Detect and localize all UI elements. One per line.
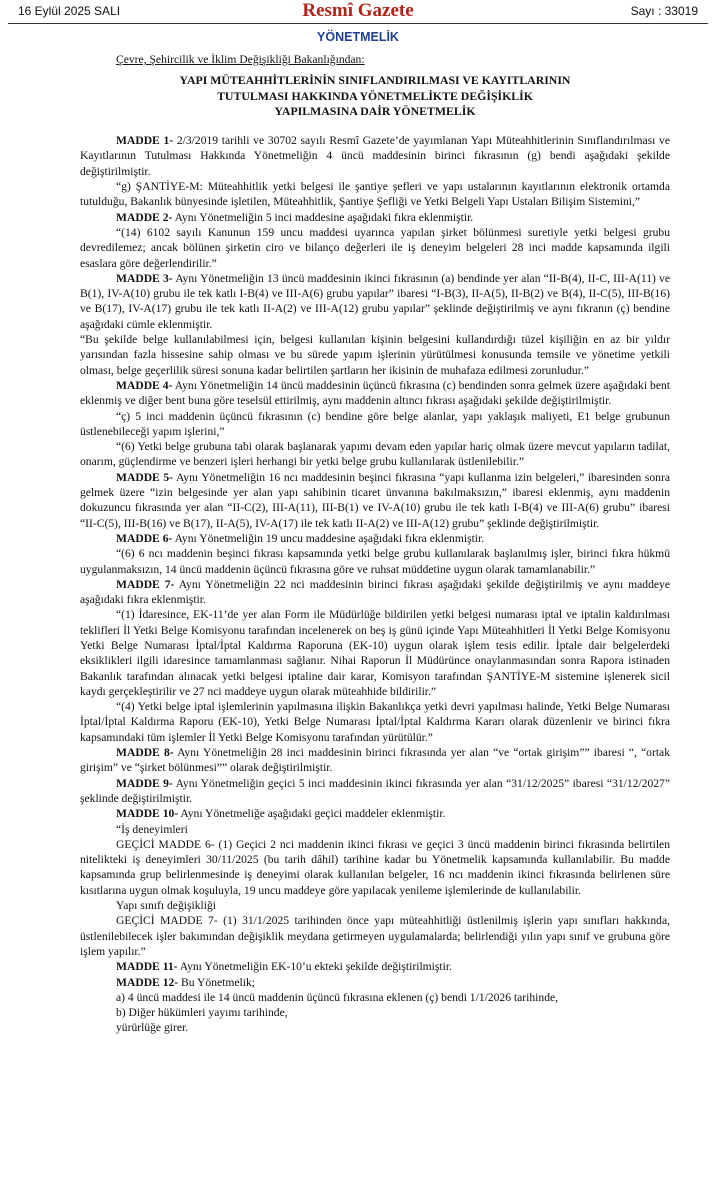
paragraph-text — [80, 699, 670, 745]
article-text: Aynı Yönetmeliğin 16 ncı maddesinin beşinci fıkrasına “yapı kullanma izin belgeleri,” ibaresinden sonra gelmek üzere “izin belgesinde yer alan yapı sahibinin ticaret ünvanına bakılmaksızın,” ibaresi eklenmiş, aynı maddenin dokuzuncu fıkrasında yer alan “II-C(2), III-A(11), III-B(1) ve IV-A(10) grubu ile tek katlı I-B(4) ve III-A(6) grubu” ibaresi “II-C(5), III-B(16) ve B(17), II-A(5), IV-A(17) ile tek katlı II-A(2) ve III-A(12) grubu” şeklinde değiştirilmiştir. — [80, 470, 670, 530]
article-text: b) Diğer hükümleri yayımı tarihinde, — [116, 1006, 288, 1020]
article-paragraph — [80, 378, 670, 409]
article-text: “İş deneyimleri — [116, 822, 188, 836]
section-label: YÖNETMELİK — [317, 30, 399, 44]
article-paragraph — [80, 271, 670, 332]
ministry-name: Çevre, Şehircilik ve İklim Değişikliği Bakanlığından: — [116, 53, 365, 66]
paragraph-text — [80, 546, 670, 577]
article-number: MADDE 6- — [116, 531, 173, 545]
article-paragraph — [80, 470, 670, 531]
paragraph-text — [80, 822, 670, 837]
article-number: MADDE 7- — [116, 577, 175, 591]
issue-date: 16 Eylül 2025 SALI — [18, 4, 121, 18]
paragraph-text — [80, 179, 670, 210]
article-text: Aynı Yönetmeliğin 5 inci maddesine aşağıdaki fıkra eklenmiştir. — [172, 210, 474, 224]
article-text: “(4) Yetki belge iptal işlemlerinin yapılmasına ilişkin Bakanlıkça yetki devri yapılması halinde, Yetki Belge Numarası İptal/İptal Kaldırma Raporu (EK-10), Yetki Belge Numarası İptal/İptal Kaldırma Kararı olarak düzenlenir ve birinci fıkra kapsamındaki tüm işlemler İl Yetki Belge Komisyonu tarafından yürütülür.” — [80, 700, 670, 744]
article-paragraph — [80, 577, 670, 608]
paragraph-text — [80, 439, 670, 470]
article-text: “(6) Yetki belge grubuna tabi olarak başlanarak yapımı devam eden yapılar hariç olmak üzere mevcut yapıların tadilat, onarım, güçlendirme ve benzeri işleri herhangi bir yetki belge grubu kullanılarak üstlenilebilir.” — [80, 440, 670, 469]
paragraph-text — [80, 332, 670, 378]
article-text: yürürlüğe girer. — [116, 1021, 189, 1035]
paragraph-text — [80, 990, 670, 1005]
article-list — [80, 133, 670, 1036]
article-text: Aynı Yönetmeliğin 22 nci maddesinin birinci fıkrası aşağıdaki şekilde değiştirilmiş ve aynı maddeye aşağıdaki fıkra eklenmiştir. — [80, 577, 670, 607]
paragraph-text — [80, 1005, 670, 1020]
article-text: Yapı sınıfı değişikliği — [116, 899, 216, 913]
article-number: MADDE 5- — [116, 470, 174, 484]
title-line: TUTULMASI HAKKINDA YÖNETMELİKTE DEĞİŞİKLİK — [217, 88, 533, 103]
gazette-header — [0, 0, 716, 22]
paragraph-text — [80, 607, 670, 699]
article-text: GEÇİCİ MADDE 7- (1) 31/1/2025 tarihinden önce yapı müteahhitliği üstlenilmiş işlerin yapı sınıfları hakkında, üstlenilebilecek işler bakımından değişiklik meydana getirmeyen uygulamalarda; belirlendiği yılın yapı sınıf ve grubuna göre işlem yapılır.” — [80, 914, 670, 958]
article-number: MADDE 10- — [116, 807, 179, 821]
article-text: GEÇİCİ MADDE 6- (1) Geçici 2 nci maddenin ikinci fıkrası ve geçici 3 üncü maddenin birinci fıkrasında belirtilen nitelikteki iş deneyimleri 30/11/2025 (bu tarih dâhil) tarihine kadar bu Yönetmelik kapsamında kullanılabilir. Bu madde kapsamında grup belirlenmesinde iş deneyimi olarak kullanılan belgeler, 16 ncı maddenin ikinci fıkrasında belirlenen süre kısıtlarına uygun olmak koşuluyla, 19 uncu maddeye göre yapılacak yenileme işlemlerinde de kullanılabilir. — [80, 837, 670, 897]
article-paragraph — [80, 776, 670, 807]
article-number: MADDE 9- — [116, 776, 173, 790]
paragraph-text — [80, 913, 670, 959]
article-text: Aynı Yönetmeliğin 28 inci maddesinin birinci fıkrasında yer alan “ve “ortak girişim”” ibaresi “, “ortak girişim” ve “şirket bölünmesi”” olarak değiştirilmiştir. — [80, 746, 670, 775]
article-text: Bu Yönetmelik; — [178, 975, 256, 989]
paragraph-text — [80, 898, 670, 913]
article-text: Aynı Yönetmeliğin 14 üncü maddesinin üçüncü fıkrasına (c) bendinden sonra gelmek üzere aşağıdaki bent eklenmiş ve diğer bent buna göre teselsül ettirilmiş, aynı maddenin altıncı fıkrası aşağıdaki şekilde değiştirilmiştir. — [80, 378, 670, 408]
article-paragraph — [80, 975, 670, 990]
header-divider — [8, 23, 708, 24]
gazette-title: Resmî Gazete — [302, 0, 414, 21]
article-number: MADDE 1- — [116, 134, 174, 148]
paragraph-text — [80, 225, 670, 271]
article-text: Aynı Yönetmeliğin geçici 5 inci maddesinin ikinci fıkrasında yer alan “31/12/2025” ibaresi “31/12/2027” şeklinde değiştirilmiştir. — [80, 776, 670, 805]
article-text: Aynı Yönetmeliğin EK-10’u ekteki şekilde değiştirilmiştir. — [177, 960, 452, 974]
article-paragraph — [80, 210, 670, 225]
paragraph-text — [80, 1020, 670, 1035]
article-paragraph — [80, 806, 670, 821]
article-number: MADDE 8- — [116, 746, 174, 760]
issue-number: Sayı : 33019 — [630, 4, 698, 18]
paragraph-text — [80, 409, 670, 440]
article-text: “(14) 6102 sayılı Kanunun 159 uncu maddesi uyarınca yapılan şirket bölünmesi suretiyle yetki belgesi grubu devredilemez; ancak bölünen şirketin ciro ve bilanço değerleri ile iş deneyim belgeleri 28 inci madde kapsamında ilgili esaslara göre değerlendirilir.” — [80, 225, 670, 270]
article-text: a) 4 üncü maddesi ile 14 üncü maddenin üçüncü fıkrasına eklenen (ç) bendi 1/1/2026 tarihinde, — [116, 990, 559, 1004]
paragraph-text — [80, 837, 670, 898]
article-paragraph — [80, 745, 670, 776]
article-paragraph — [80, 959, 670, 974]
article-number: MADDE 3- — [116, 271, 173, 285]
article-number: MADDE 12- — [116, 975, 179, 989]
article-text: 2/3/2019 tarihli ve 30702 sayılı Resmî Gazete’de yayımlanan Yapı Müteahhitlerinin Sınıflandırılması ve Kayıtlarının Tutulması Hakkında Yönetmeliğin 4 üncü maddesinin birinci fıkrasının (g) bendi aşağıdaki şekilde değiştirilmiştir. — [80, 134, 670, 178]
article-paragraph — [80, 531, 670, 546]
title-line: YAPILMASINA DAİR YÖNETMELİK — [274, 103, 476, 118]
article-number: MADDE 4- — [116, 378, 173, 392]
article-number: MADDE 2- — [116, 210, 173, 224]
article-text: “Bu şekilde belge kullanılabilmesi için, belgesi kullanılan kişinin belgesini kullandırdığı tüzel kişiliğin en az bir yıldır yarısından fazla hissesine sahip olması ve bu sürede yapım işlerinin yürütülmesi konusunda temsile ve yönetime yetkili olması, belge geçerlilik süresi sonuna kadar belirtilen şartların her ikisinin de muhafaza edilmesi zorunludur.” — [80, 333, 670, 377]
article-text: “ç) 5 inci maddenin üçüncü fıkrasının (c) bendine göre belge alanlar, yapı yaklaşık maliyeti, E1 belge grubunun üstlenebileceği yapım işlerini,” — [80, 409, 670, 438]
document-body — [80, 52, 670, 1036]
article-text: “(6) 6 ncı maddenin beşinci fıkrası kapsamında yetki belge grubu kullanılarak başlanılmış işler, birinci fıkra hükmü uygulanmaksızın, 14 üncü maddenin üçüncü fıkrasına göre ve ruhsat müddetine uygun olarak tamamlanabilir.” — [80, 547, 670, 576]
article-paragraph — [80, 133, 670, 179]
article-text: Aynı Yönetmeliğin 13 üncü maddesinin ikinci fıkrasının (a) bendinde yer alan “II-B(4), II-C, III-A(11) ve B(1), IV-A(10) grubu ile tek katlı I-B(4) ve III-A(6) grubu yapılar” ibaresi “I-B(3), II-A(5), II-B(2) ve B(4), II-C(5), III-B(16) ve B(17), IV-A(17) grubu ile tek katlı II-A(2) ve III-A(12) grubu yapılar” şeklinde değiştirilmiş ve aynı fıkranın (ç) bendine aşağıdaki cümle eklenmiştir. — [80, 271, 670, 331]
article-text: Aynı Yönetmeliğin 19 uncu maddesine aşağıdaki fıkra eklenmiştir. — [172, 531, 485, 545]
article-text: Aynı Yönetmeliğe aşağıdaki geçici maddeler eklenmiştir. — [178, 807, 446, 821]
article-text: “(1) İdaresince, EK-11’de yer alan Form ile Müdürlüğe bildirilen yetki belgesi numarası iptal ve iptalin kaldırılması teklifleri İl Yetki Belge Komisyonu tarafından incelenerek on beş iş günü içinde Yapı Müteahhitleri İl Yetki Belge Komisyonu Yetki Belge Numarası İptal/İptal Kaldırma Raporuna (EK-10) uygun olarak işlem tesis edilir. İptale dair belgelerdeki eksiklikleri ilgili idaresince tamamlanması sağlanır. Nihai Raporun İl Müdürünce onaylanmasından sonra Rapora istinaden Bakanlık tarafından alınacak yetki belgesi iptaline dair karar, Komisyon tarafından ŞANTİYE-M sistemine işlenerek sicil kaydı gerçekleştirilir ve 27 nci maddeye uygun olarak müteahhide bildirilir.” — [80, 608, 670, 698]
regulation-title — [80, 73, 670, 119]
article-number: MADDE 11- — [116, 960, 178, 974]
article-text: “g) ŞANTİYE-M: Müteahhitlik yetki belgesi ile şantiye şefleri ve yapı ustalarının kayıtlarının elektronik ortamda tutulduğu, Bakanlık bünyesinde işletilen, Müteahhitlik, Şantiye Şefliği ve Yetki Belgeli Yapı Ustaları Bilişim Sistemini,” — [80, 180, 670, 209]
title-line: YAPI MÜTEAHHİTLERİNİN SINIFLANDIRILMASI VE KAYITLARININ — [179, 73, 571, 88]
